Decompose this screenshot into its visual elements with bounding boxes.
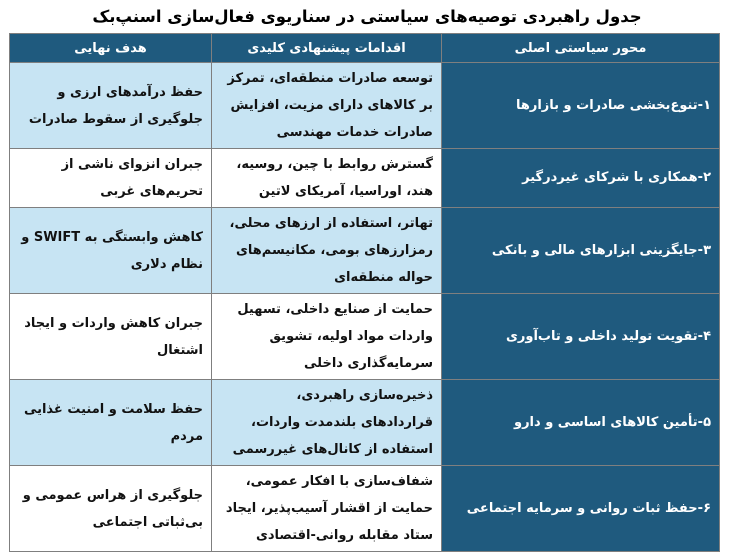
row-goal: حفظ سلامت و امنیت غذایی مردم (10, 380, 212, 466)
table-row (10, 294, 720, 380)
header-row (10, 34, 720, 63)
row-actions: حمایت از صنایع داخلی، تسهیل واردات مواد اولیه، تشویق سرمایه‌گذاری داخلی (212, 294, 442, 380)
table-row (10, 149, 720, 208)
row-goal: جبران انزوای ناشی از تحریم‌های غربی (10, 149, 212, 208)
row-actions: ذخیره‌سازی راهبردی، قراردادهای بلندمدت واردات، استفاده از کانال‌های غیررسمی (212, 380, 442, 466)
row-goal: حفظ درآمدهای ارزی و جلوگیری از سقوط صادرات (10, 63, 212, 149)
row-axis: ۱-تنوع‌بخشی صادرات و بازارها (442, 63, 720, 149)
row-actions: تهاتر، استفاده از ارزهای محلی، رمزارزهای بومی، مکانیسم‌های حواله منطقه‌ای (212, 208, 442, 294)
header-axis: محور سیاستی اصلی (442, 34, 720, 63)
row-actions: توسعه صادرات منطقه‌ای، تمرکز بر کالاهای دارای مزیت، افزایش صادرات خدمات مهندسی (212, 63, 442, 149)
table-title: جدول راهبردی توصیه‌های سیاستی در سناریوی فعال‌سازی اسنپ‌بک (92, 7, 642, 26)
header-actions: اقدامات پیشنهادی کلیدی (212, 34, 442, 63)
row-axis: ۳-جایگزینی ابزارهای مالی و بانکی (442, 208, 720, 294)
row-actions: گسترش روابط با چین، روسیه، هند، اوراسیا، آمریکای لاتین (212, 149, 442, 208)
row-axis: ۵-تأمین کالاهای اساسی و دارو (442, 380, 720, 466)
row-goal: کاهش وابستگی به SWIFT و نظام دلاری (10, 208, 212, 294)
row-axis: ۴-تقویت تولید داخلی و تاب‌آوری (442, 294, 720, 380)
header-goal: هدف نهایی (10, 34, 212, 63)
table-row (10, 380, 720, 466)
row-actions: شفاف‌سازی با افکار عمومی، حمایت از اقشار آسیب‌پذیر، ایجاد ستاد مقابله روانی-اقتصادی (212, 466, 442, 552)
table-row (10, 63, 720, 149)
row-goal: جبران کاهش واردات و ایجاد اشتغال (10, 294, 212, 380)
row-axis: ۲-همکاری با شرکای غیردرگیر (442, 149, 720, 208)
policy-table (9, 33, 720, 552)
row-goal: جلوگیری از هراس عمومی و بی‌ثباتی اجتماعی (10, 466, 212, 552)
row-axis: ۶-حفظ ثبات روانی و سرمایه اجتماعی (442, 466, 720, 552)
table-row (10, 466, 720, 552)
table-row (10, 208, 720, 294)
